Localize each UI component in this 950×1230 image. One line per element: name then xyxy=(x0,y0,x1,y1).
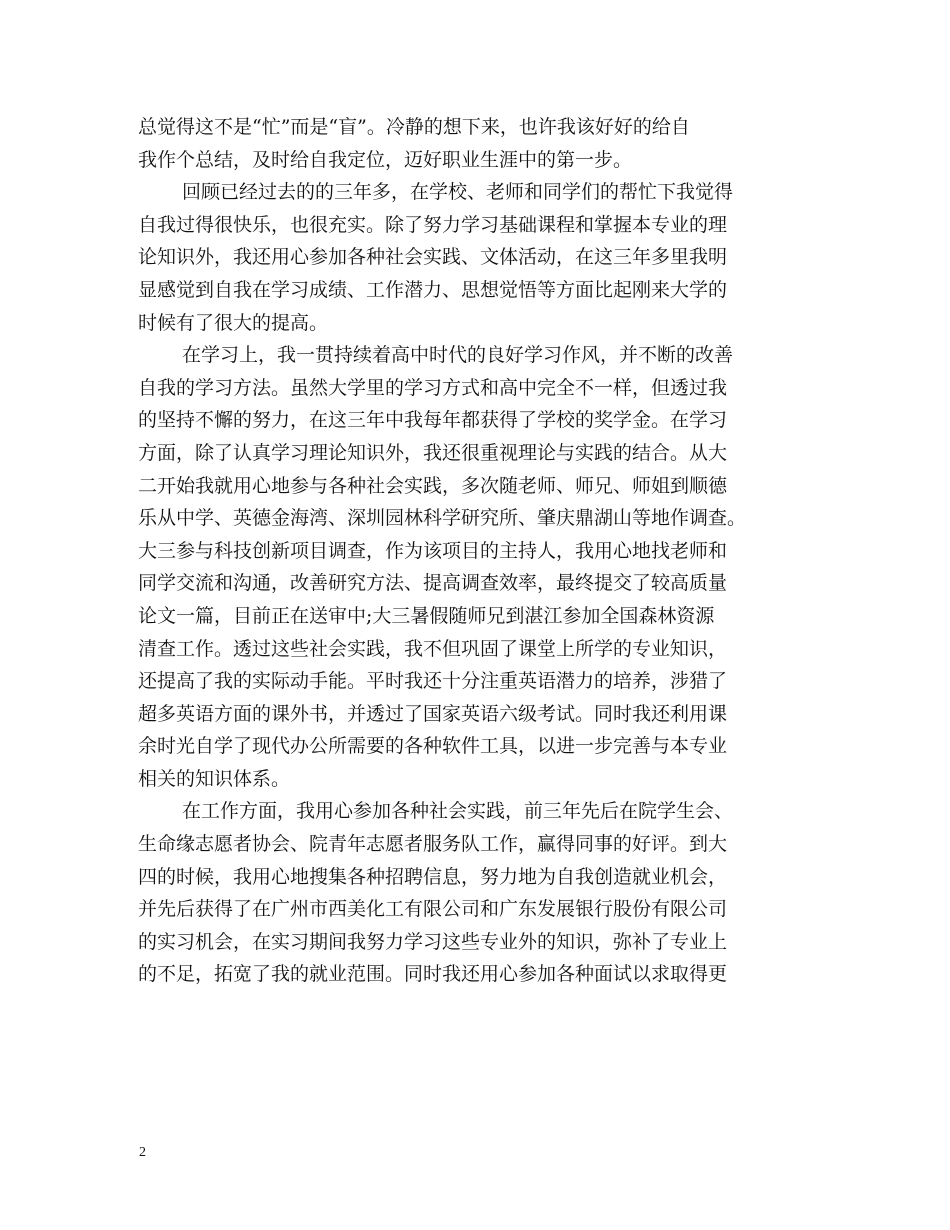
text-line: 余时光自学了现代办公所需要的各种软件工具，以进一步完善与本专业 xyxy=(138,735,728,758)
text-line: 论文一篇，目前正在送审中;大三暑假随师兄到湛江参加全国森林资源 xyxy=(138,604,715,627)
text-line: 清查工作。透过这些社会实践，我不但巩固了课堂上所学的专业知识， xyxy=(138,637,728,660)
text-line: 四的时候，我用心地搜集各种招聘信息，努力地为自我创造就业机会， xyxy=(138,865,728,888)
text-line: 显感觉到自我在学习成绩、工作潜力、思想觉悟等方面比起刚来大学的 xyxy=(138,278,728,301)
text-line: 相关的知识体系。 xyxy=(138,767,291,790)
text-line: 自我过得很快乐，也很充实。除了努力学习基础课程和掌握本专业的理 xyxy=(138,213,728,236)
text-line: 生命缘志愿者协会、院青年志愿者服务队工作，赢得同事的好评。到大 xyxy=(138,833,728,856)
text-line: 并先后获得了在广州市西美化工有限公司和广东发展银行股份有限公司 xyxy=(138,898,728,921)
document-body xyxy=(138,111,828,991)
text-line: 超多英语方面的课外书，并透过了国家英语六级考试。同时我还利用课 xyxy=(138,702,728,725)
text-line: 大三参与科技创新项目调查，作为该项目的主持人，我用心地找老师和 xyxy=(138,539,728,562)
text-line: 自我的学习方法。虽然大学里的学习方式和高中完全不一样，但透过我 xyxy=(138,376,728,399)
text-line: 时候有了很大的提高。 xyxy=(138,311,329,334)
text-line: 我作个总结，及时给自我定位，迈好职业生涯中的第一步。 xyxy=(138,148,633,171)
text-line: 同学交流和沟通，改善研究方法、提高调查效率，最终提交了较高质量 xyxy=(138,572,728,595)
text-line: 的实习机会，在实习期间我努力学习这些专业外的知识，弥补了专业上 xyxy=(138,930,728,953)
text-line: 的坚持不懈的努力，在这三年中我每年都获得了学校的奖学金。在学习 xyxy=(138,409,728,432)
text-line: 方面，除了认真学习理论知识外，我还很重视理论与实践的结合。从大 xyxy=(138,441,728,464)
text-line: 乐从中学、英德金海湾、深圳园林科学研究所、肇庆鼎湖山等地作调查。 xyxy=(138,507,747,530)
text-line: 论知识外，我还用心参加各种社会实践、文体活动，在这三年多里我明 xyxy=(138,246,728,269)
page-number: 2 xyxy=(139,1145,146,1160)
text-line: 的不足，拓宽了我的就业范围。同时我还用心参加各种面试以求取得更 xyxy=(138,963,728,986)
paragraph-start-line: 在工作方面，我用心参加各种社会实践，前三年先后在院学生会、 xyxy=(182,800,734,823)
text-line: 还提高了我的实际动手能。平时我还十分注重英语潜力的培养，涉猎了 xyxy=(138,670,728,693)
text-line: 总觉得这不是“忙”而是“盲”。冷静的想下来，也许我该好好的给自 xyxy=(138,116,690,138)
paragraph-start-line: 在学习上，我一贯持续着高中时代的良好学习作风，并不断的改善 xyxy=(182,344,734,367)
text-line: 二开始我就用心地参与各种社会实践，多次随老师、师兄、师姐到顺德 xyxy=(138,474,728,497)
paragraph-start-line: 回顾已经过去的的三年多，在学校、老师和同学们的帮忙下我觉得 xyxy=(182,181,734,204)
